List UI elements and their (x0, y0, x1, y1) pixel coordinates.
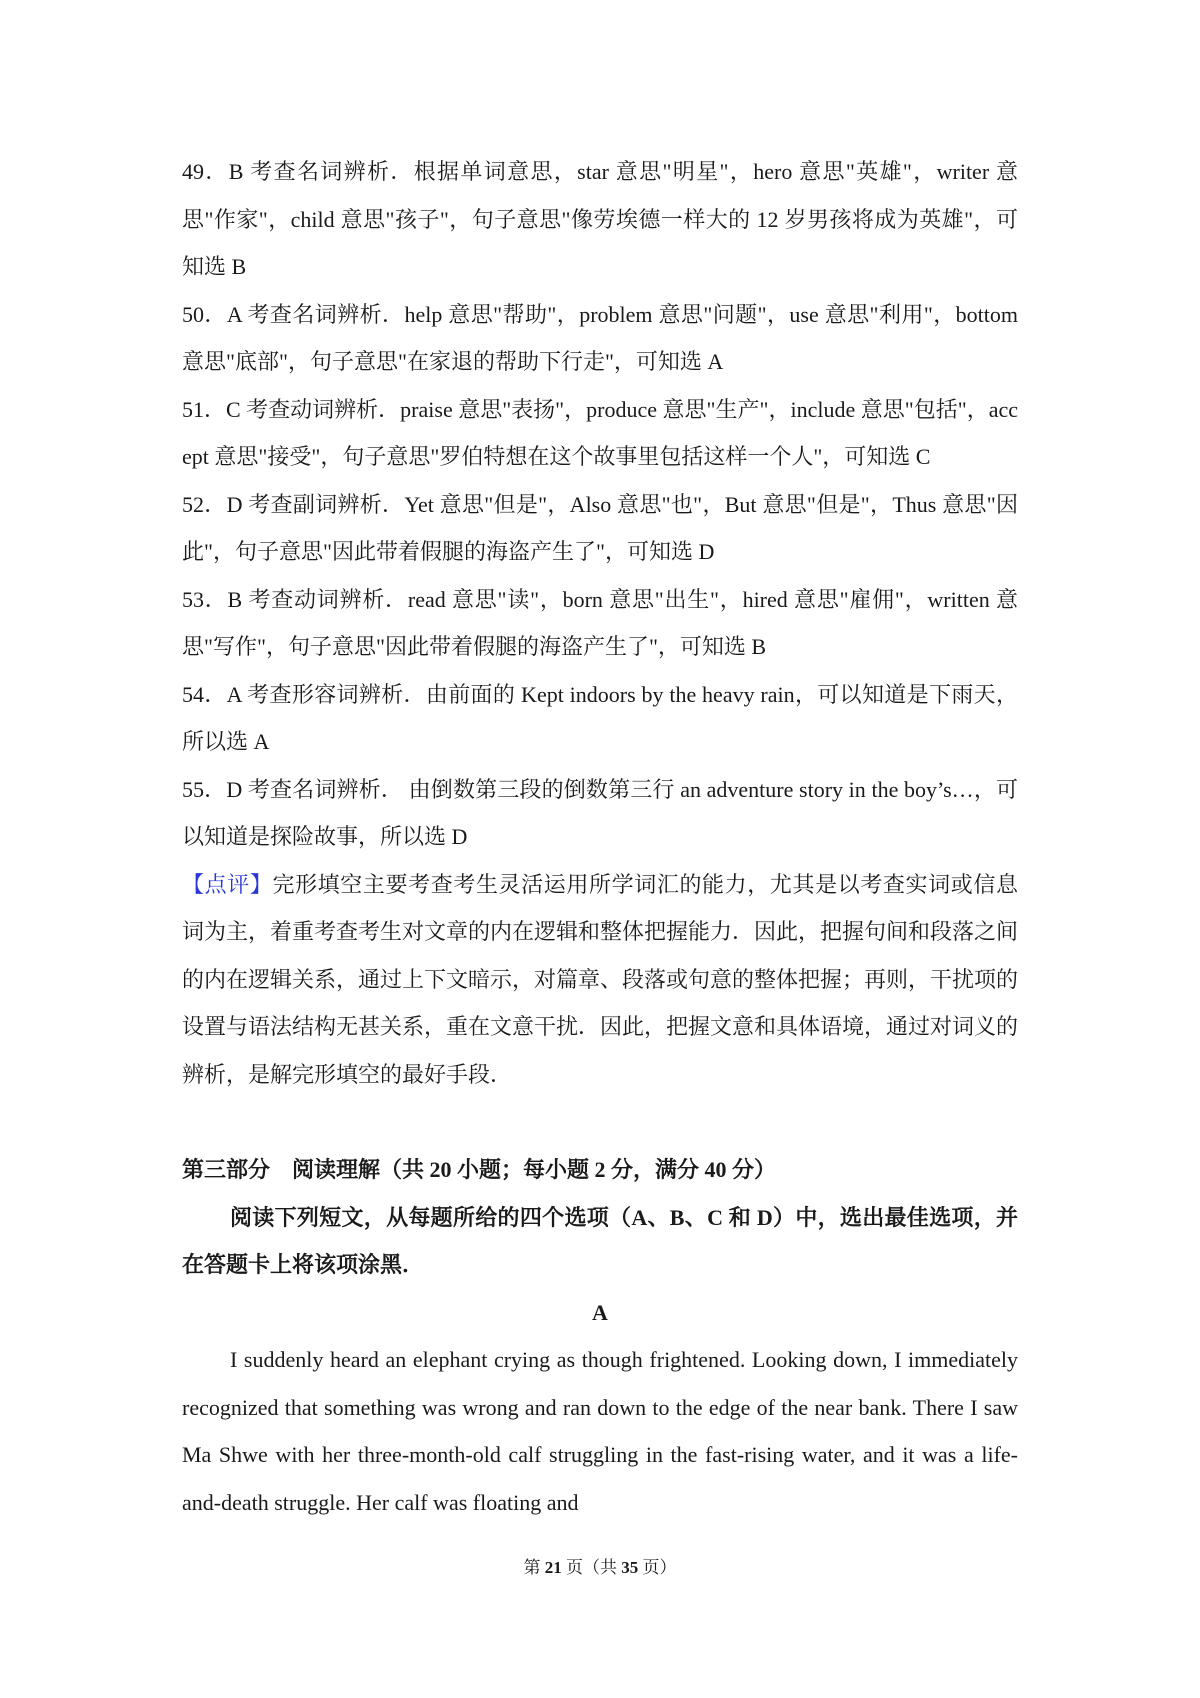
review-text: 完形填空主要考查考生灵活运用所学词汇的能力，尤其是以考查实词或信息词为主，着重考查考生对文章的内在逻辑和整体把握能力．因此，把握句间和段落之间的内在逻辑关系，通过上下文暗示，对篇章、段落或句意的整体把握；再则，干扰项的设置与语法结构无甚关系，重在文意干扰．因此，把握文意和具体语境，通过对词义的辨析，是解完形填空的最好手段． (182, 871, 1019, 1087)
footer-suffix: 页） (638, 1558, 677, 1577)
section-heading: 第三部分 阅读理解（共 20 小题；每小题 2 分，满分 40 分） (182, 1157, 777, 1182)
answer-53: 53．B 考查动词辨析．read 意思"读"，born 意思"出生"，hired 意思"雇佣"，written 意思"写作"，句子意思"因此带着假腿的海盗产生了"，可知选 B (182, 586, 1018, 659)
footer-prefix: 第 (523, 1558, 545, 1577)
footer-total-pages: 35 (621, 1558, 639, 1577)
section-gap (182, 1098, 1018, 1146)
answer-54: 54．A 考查形容词辨析．由前面的 Kept indoors by the heavy rain，可以知道是下雨天，所以选 A (182, 681, 1018, 754)
answer-51: 51．C 考查动词辨析．praise 意思"表扬"，produce 意思"生产"，include 意思"包括"，accept 意思"接受"，句子意思"罗伯特想在这个故事里包括这样一个人"，可知选 C (182, 396, 1018, 469)
footer-middle: 页（共 (561, 1558, 622, 1577)
page-footer (0, 1556, 1200, 1580)
footer-page-number: 21 (544, 1558, 562, 1577)
section-instruction: 阅读下列短文，从每题所给的四个选项（A、B、C 和 D）中，选出最佳选项，并在答题卡上将该项涂黑． (182, 1204, 1018, 1277)
answer-52: 52．D 考查副词辨析．Yet 意思"但是"，Also 意思"也"，But 意思"但是"，Thus 意思"因此"，句子意思"因此带着假腿的海盗产生了"，可知选 D (182, 491, 1018, 564)
passage-text: I suddenly heard an elephant crying as though frightened. Looking down, I immediately recognized that something was wrong and ran down to the edge of the near bank. There I saw Ma Shwe with her three-month-old calf struggling in the fast-rising water, and it was a life-and-death struggle. Her calf was floating and (182, 1347, 1018, 1515)
review-paragraph (182, 861, 1018, 1099)
page-content (182, 148, 1018, 1526)
review-tag: 【点评】 (182, 871, 273, 897)
answer-55: 55．D 考查名词辨析． 由倒数第三段的倒数第三行 an adventure story in the boy’s…，可以知道是探险故事，所以选 D (182, 776, 1018, 849)
answer-50: 50．A 考查名词辨析．help 意思"帮助"，problem 意思"问题"，use 意思"利用"，bottom 意思"底部"，句子意思"在家退的帮助下行走"，可知选 A (182, 301, 1018, 374)
passage-label: A (592, 1299, 608, 1325)
answer-49: 49．B 考查名词辨析．根据单词意思，star 意思"明星"，hero 意思"英雄"，writer 意思"作家"，child 意思"孩子"，句子意思"像劳埃德一样大的 12 岁男孩将成为英雄"，可知选 B (182, 159, 1018, 279)
